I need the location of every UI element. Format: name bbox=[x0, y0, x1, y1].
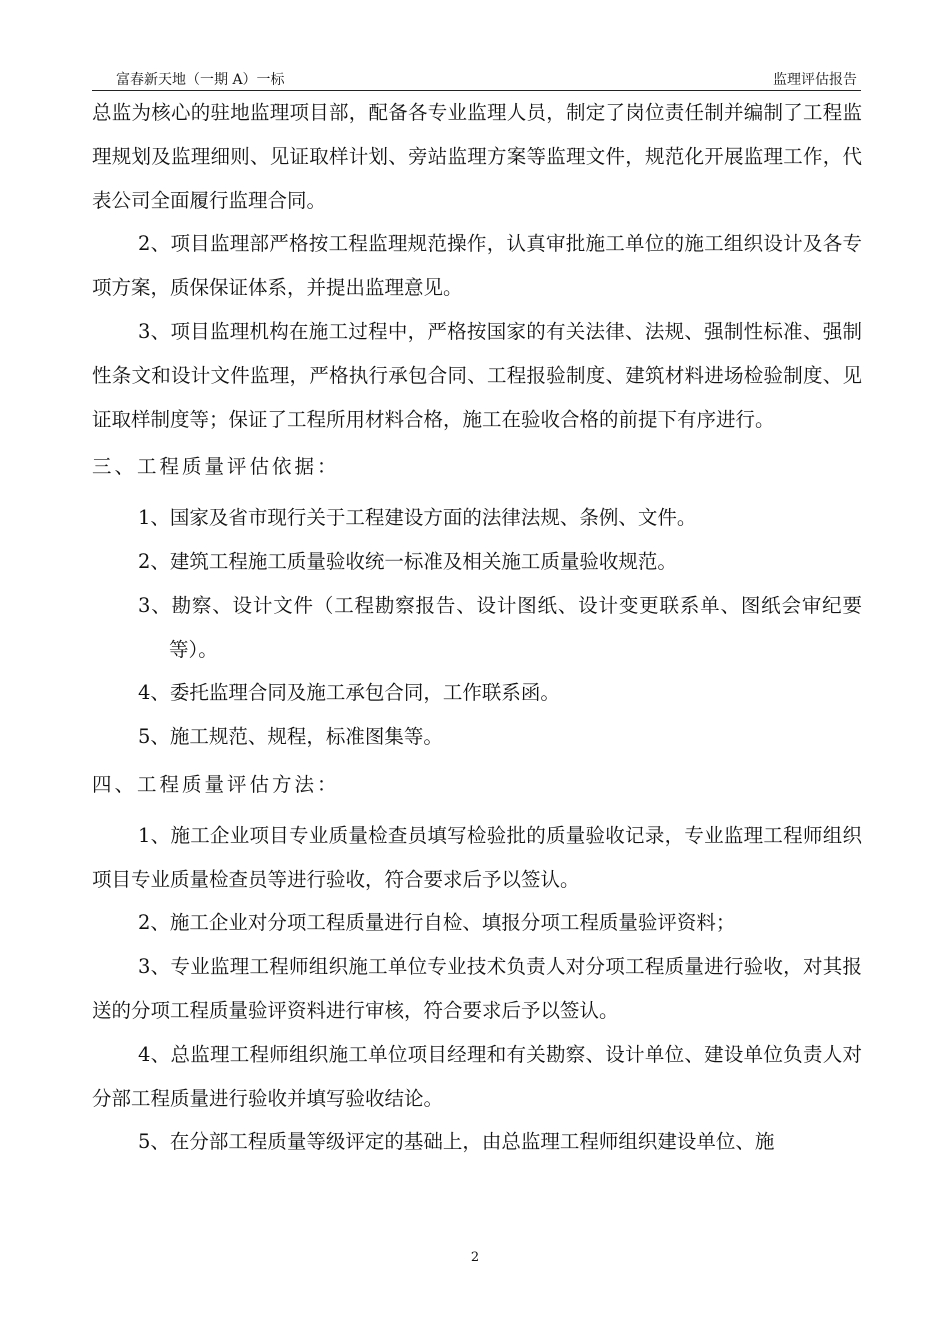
basis-item-3: 3、勘察、设计文件（工程勘察报告、设计图纸、设计变更联系单、图纸会审纪要等）。 bbox=[138, 593, 862, 661]
basis-item-2: 2、建筑工程施工质量验收统一标准及相关施工质量验收规范。 bbox=[138, 549, 677, 573]
basis-item-4: 4、委托监理合同及施工承包合同，工作联系函。 bbox=[138, 681, 560, 705]
header-project-name: 富春新天地（一期 A）一标 bbox=[116, 72, 285, 88]
paragraph-continuation: 总监为核心的驻地监理项目部，配备各专业监理人员，制定了岗位责任制并编制了工程监理规划及监理细则、见证取样计划、旁站监理方案等监理文件，规范化开展监理工作，代表公司全面履行监理合同。 bbox=[92, 101, 862, 212]
page-number: 2 bbox=[470, 1250, 480, 1265]
header-report-title: 监理评估报告 bbox=[773, 72, 857, 88]
method-item-1: 1、施工企业项目专业质量检查员填写检验批的质量验收记录，专业监理工程师组织项目专业质量检查员等进行验收，符合要求后予以签认。 bbox=[92, 823, 862, 891]
section-4-heading: 四、工程质量评估方法： bbox=[92, 772, 340, 796]
basis-item-1: 1、国家及省市现行关于工程建设方面的法律法规、条例、文件。 bbox=[138, 506, 697, 530]
method-item-5: 5、在分部工程质量等级评定的基础上，由总监理工程师组织建设单位、施 bbox=[138, 1130, 775, 1154]
method-item-4: 4、总监理工程师组织施工单位项目经理和有关勘察、设计单位、建设单位负责人对分部工程质量进行验收并填写验收结论。 bbox=[92, 1042, 862, 1110]
section-3-heading: 三、工程质量评估依据： bbox=[92, 455, 340, 479]
method-item-2: 2、施工企业对分项工程质量进行自检、填报分项工程质量验评资料； bbox=[138, 911, 736, 935]
basis-item-5: 5、施工规范、规程，标准图集等。 bbox=[138, 725, 443, 749]
method-item-3: 3、专业监理工程师组织施工单位专业技术负责人对分项工程质量进行验收，对其报送的分项工程质量验评资料进行审核，符合要求后予以签认。 bbox=[92, 955, 862, 1022]
paragraph-item-2: 2、项目监理部严格按工程监理规范操作，认真审批施工单位的施工组织设计及各专项方案，质保保证体系，并提出监理意见。 bbox=[92, 232, 862, 300]
document-body bbox=[92, 91, 862, 1164]
page-header bbox=[92, 70, 861, 91]
paragraph-item-3: 3、项目监理机构在施工过程中，严格按国家的有关法律、法规、强制性标准、强制性条文和设计文件监理，严格执行承包合同、工程报验制度、建筑材料进场检验制度、见证取样制度等；保证了工程所用材料合格，施工在验收合格的前提下有序进行。 bbox=[92, 319, 862, 431]
